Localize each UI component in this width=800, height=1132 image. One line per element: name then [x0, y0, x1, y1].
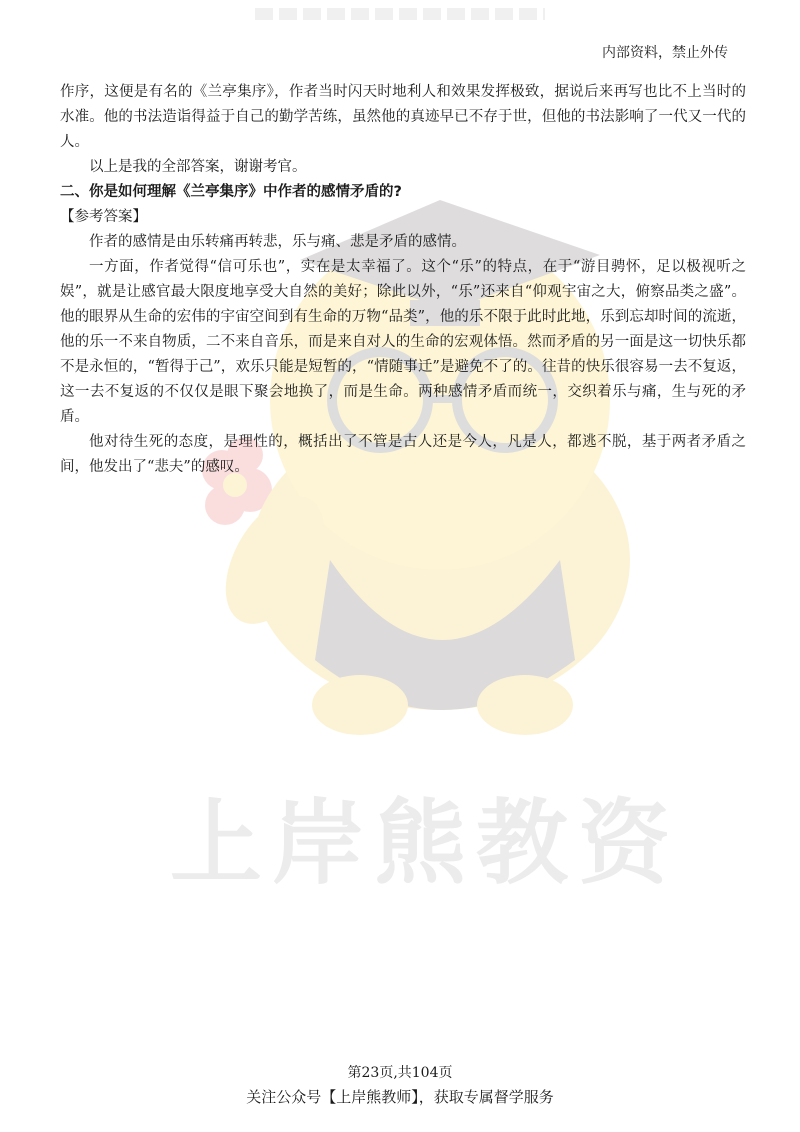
paragraph-3: 作者的感情是由乐转痛再转悲，乐与痛、悲是矛盾的感情。: [89, 234, 466, 250]
section-title: 二、你是如何理解《兰亭集序》中作者的感情矛盾的?: [60, 184, 402, 200]
reference-answer-label: 【参考答案】: [60, 209, 147, 225]
footer-notice: 关注公众号【上岸熊教师】，获取专属督学服务: [246, 1088, 554, 1106]
document-body: [60, 80, 746, 480]
page-number: 第23页,共104页: [347, 1065, 453, 1081]
faint-top-line: [255, 8, 545, 20]
paragraph-1: 作序，这便是有名的《兰亭集序》，作者当时闪天时地利人和效果发挥极致，据说后来再写也比不上当时的水准。他的书法造诣得益于自己的勤学苦练，虽然他的真迹早已不存于世，但他的书法影响了一代又一代的人。: [60, 84, 746, 150]
paragraph-2: 以上是我的全部答案，谢谢考官。: [89, 159, 307, 175]
paragraph-4: 一方面，作者觉得“信可乐也”，实在是太幸福了。这个“乐”的特点，在于“游目骋怀，足以极视听之娱”，就是让感官最大限度地享受大自然的美好；除此以外，“乐”还来自“仰观宇宙之大，俯察品类之盛”。他的眼界从生命的宏伟的宇宙空间到有生命的万物“品类”，他的乐不限于此时此地，乐到忘却时间的流逝，他的乐一不来自物质，二不来自音乐，而是来自对人的生命的宏观体悟。然而矛盾的另一面是这一切快乐都不是永恒的，“暂得于己”，欢乐只能是短暂的，“情随事迁”是避免不了的。往昔的快乐很容易一去不复返，这一去不复返的不仅仅是眼下聚会地换了，而是生命。两种感情矛盾而统一，交织着乐与痛，生与死的矛盾。: [60, 259, 746, 425]
paragraph-5: 他对待生死的态度，是理性的，概括出了不管是古人还是今人，凡是人，都逃不脱，基于两者矛盾之间，他发出了“悲夫”的感叹。: [60, 434, 746, 475]
watermark-brand-text: 上岸熊教资: [169, 790, 680, 897]
confidential-notice: 内部资料，禁止外传: [602, 45, 728, 61]
